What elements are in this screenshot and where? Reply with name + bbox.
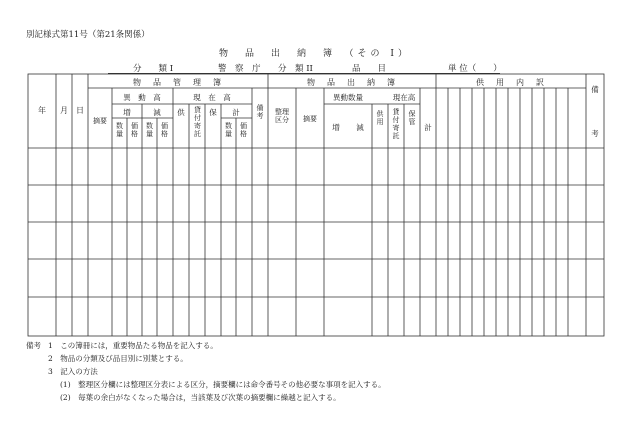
header-quantity-1: 数量 — [116, 122, 123, 138]
header-current-amount-2: 現在高 — [392, 93, 416, 102]
header-usage-breakdown: 供 用 内 訳 — [476, 78, 546, 87]
header-lent: 貸付寄託 — [194, 106, 201, 138]
col-day: 日 — [76, 106, 84, 115]
header-remarks-right: 備 — [591, 85, 599, 94]
header-total-2: 計 — [424, 123, 432, 132]
item-name-label: 品 目 — [352, 64, 387, 74]
header-quantity-2: 数量 — [146, 122, 153, 138]
header-increase-2: 増 — [332, 123, 340, 132]
note-3-2: (2) 毎葉の余白がなくなった場合は，当該葉及び次葉の摘要欄に繰越と記入する。 — [60, 393, 341, 402]
header-supply-2: 供用 — [376, 110, 384, 126]
unit-label: 単 位（ ） — [448, 64, 502, 74]
classification-1: 分 類 I — [133, 64, 174, 74]
header-transfer-qty: 異動数量 — [333, 93, 363, 102]
header-value-3: 価格 — [240, 122, 247, 138]
header-remarks-mid: 備考 — [256, 104, 264, 120]
header-summary-2: 摘要 — [303, 115, 317, 123]
ledger-title: 物 品 出 納 簿 （その I） — [219, 49, 411, 59]
header-storage-2: 保管 — [408, 110, 416, 126]
header-remarks-right-2: 考 — [591, 129, 599, 138]
header-decrease-2: 減 — [356, 123, 364, 132]
header-increase: 増 — [123, 108, 131, 117]
header-lent-2: 貸付寄託 — [392, 108, 400, 140]
note-3-1: (1) 整理区分欄には整理区分表による区分，摘要欄には命令番号その他必要な事項を記入する。 — [60, 380, 386, 389]
note-1: 1 この簿冊には，重要物品たる物品を記入する。 — [48, 341, 218, 350]
header-management-book: 物 品 管 理 簿 — [133, 78, 223, 87]
header-value-2: 価格 — [161, 122, 168, 138]
header-current-amount: 現 在 高 — [193, 93, 231, 102]
header-total: 計 — [232, 108, 240, 117]
header-storage: 保 — [209, 108, 217, 117]
header-sort-division: 整理区分 — [275, 108, 289, 124]
agency-name: 警 察 庁 — [218, 64, 261, 74]
note-2: 2 物品の分類及び品目別に別葉とする。 — [48, 354, 188, 363]
header-transfer-amount: 異 動 高 — [123, 93, 161, 102]
header-supply: 供 — [177, 108, 185, 117]
classification-2: 分 類 II — [278, 64, 313, 74]
header-value-1: 価格 — [131, 122, 138, 138]
form-number: 別記様式第11号（第21条関係） — [26, 30, 150, 40]
col-year: 年 — [38, 106, 46, 115]
note-3: 3 記入の方法 — [48, 367, 98, 376]
header-issuance-book: 物 品 出 納 簿 — [307, 78, 397, 87]
col-month: 月 — [60, 106, 68, 115]
header-decrease: 減 — [153, 108, 161, 117]
notes-label: 備考 — [26, 341, 41, 350]
header-quantity-3: 数量 — [225, 122, 232, 138]
col-summary: 摘要 — [93, 117, 107, 125]
